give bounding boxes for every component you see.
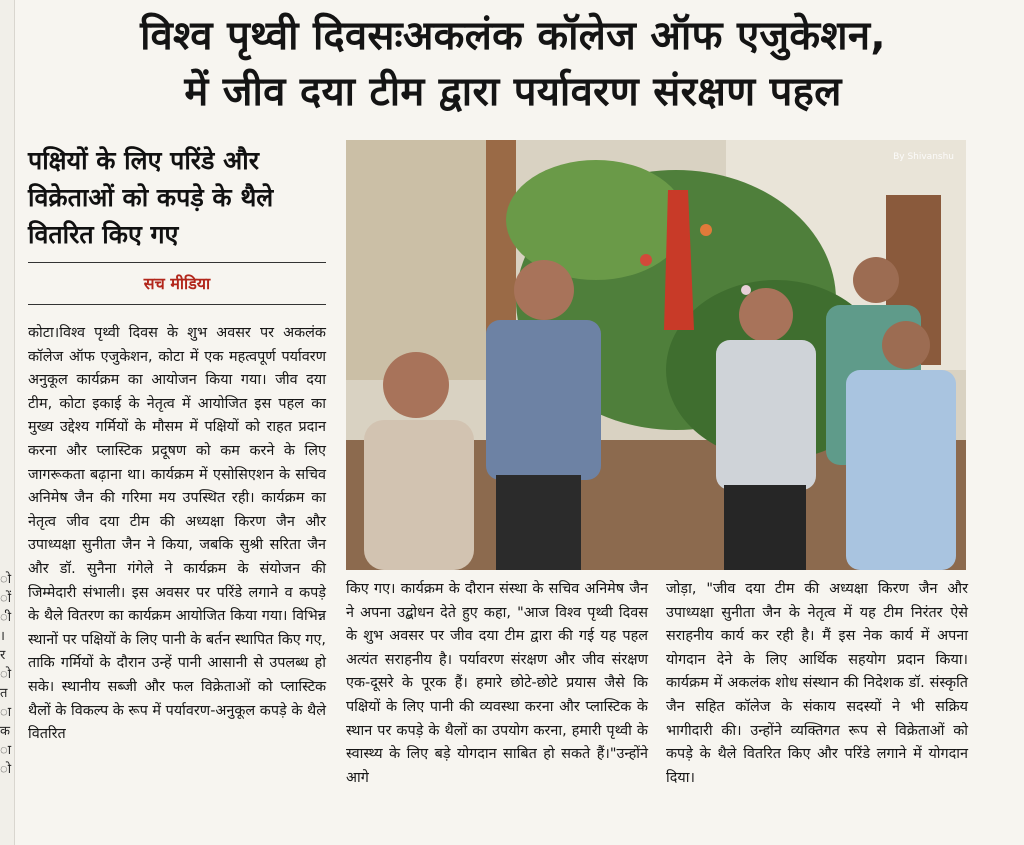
photo-credit: By Shivanshu bbox=[893, 152, 954, 162]
headline-line-1: विश्व पृथ्वी दिवसःअकलंक कॉलेज ऑफ एजुकेशन, bbox=[140, 13, 886, 59]
event-photo bbox=[346, 140, 966, 570]
adjacent-column-edge bbox=[0, 0, 15, 845]
event-photo-illustration bbox=[346, 140, 966, 570]
adjacent-article-fragment: ो ों ी । र ो त ा क ा ो bbox=[0, 572, 12, 777]
article-column-1: कोटा।विश्व पृथ्वी दिवस के शुभ अवसर पर अकलंक कॉलेज ऑफ एजुकेशन, कोटा में एक महत्वपूर्ण पर्यावरण अनुकूल कार्यक्रम का आयोजन किया गया। जीव दया टीम, कोटा इकाई के नेतृत्व में आयोजित इस पहल का मुख्य उद्देश्य गर्मियों के मौसम में पक्षियों को राहत प्रदान करना और प्लास्टिक प्रदूषण को कम करने के लिए जागरूकता बढ़ाना था। कार्यक्रम में एसोसिएशन के सचिव अनिमेष जैन की गरिमा मय उपस्थित रही। कार्यक्रम का नेतृत्व जीव दया टीम की अध्यक्षा किरण जैन और उपाध्यक्षा सुनीता जैन ने किया, जबकि सुश्री सरिता जैन और डॉ. सुनैना गंगेले ने कार्यक्रम के संयोजन की जिम्मेदारी संभाली। इस अवसर पर परिंडे लगाने व कपड़े के थैले वितरण का कार्यक्रम आयोजित किया गया। विभिन्न स्थानों पर पक्षियों के लिए पानी के बर्तन स्थापित किए गए, ताकि गर्मियों के दौरान उन्हें पानी आसानी से उपलब्ध हो सके। स्थानीय सब्जी और फल विक्रेताओं को प्लास्टिक थैलों के विकल्प के रूप में पर्यावरण-अनुकूल कपड़े के थैले वितरित bbox=[28, 325, 326, 743]
byline: सच मीडिया bbox=[143, 274, 211, 293]
subheadline: पक्षियों के लिए परिंडे और विक्रेताओं को कपड़े के थैले वितरित किए गए bbox=[28, 146, 274, 249]
headline-line-2: में जीव दया टीम द्वारा पर्यावरण संरक्षण पहल bbox=[184, 69, 842, 115]
divider-rule-top bbox=[28, 262, 326, 263]
article-column-2: किए गए। कार्यक्रम के दौरान संस्था के सचिव अनिमेष जैन ने अपना उद्बोधन देते हुए कहा, "आज विश्व पृथ्वी दिवस के शुभ अवसर पर जीव दया टीम द्वारा की गई यह पहल अत्यंत सराहनीय है। पर्यावरण संरक्षण और जीव संरक्षण एक-दूसरे के पूरक हैं। हमारे छोटे-छोटे प्रयास जैसे कि पक्षियों के लिए पानी की व्यवस्था करना और प्लास्टिक के स्थान पर कपड़े के थैलों का उपयोग करना, हमारी पृथ्वी के स्वास्थ्य के लिए बड़े योगदान साबित हो सकते हैं।"उन्होंने आगे bbox=[346, 581, 648, 786]
headline bbox=[28, 8, 998, 120]
divider-rule-bottom bbox=[28, 304, 326, 305]
article-column-3: जोड़ा, "जीव दया टीम की अध्यक्षा किरण जैन और उपाध्यक्षा सुनीता जैन के नेतृत्व में यह टीम निरंतर ऐसे सराहनीय कार्य कर रही है। मैं इस नेक कार्य में अपना योगदान देने के लिए आर्थिक सहयोग प्रदान किया। कार्यक्रम में अकलंक शोध संस्थान की निदेशक डॉ. संस्कृति जैन सहित कॉलेज के संकाय सदस्यों ने भी सक्रिय भागीदारी की। उन्होंने व्यक्तिगत रूप से विक्रेताओं को कपड़े के थैले वितरित किए और परिंडे लगाने में योगदान दिया। bbox=[666, 581, 968, 786]
